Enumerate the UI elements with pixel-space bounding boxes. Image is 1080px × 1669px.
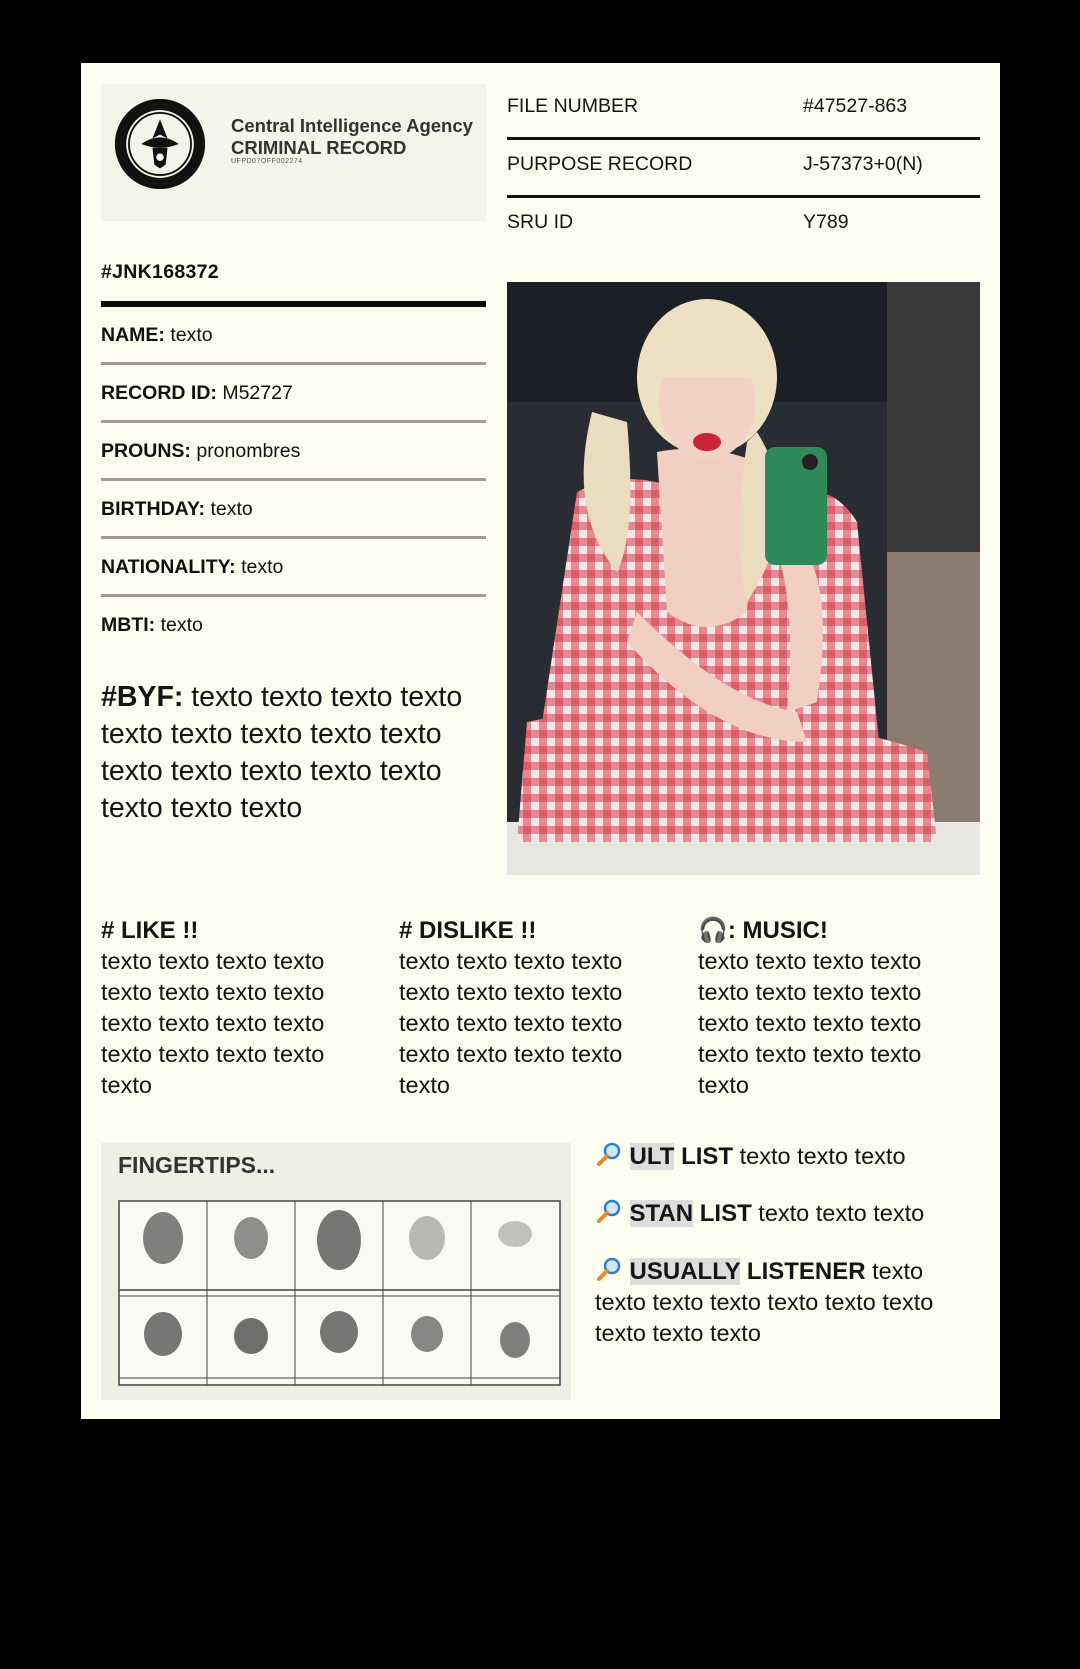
fingerprint-mark — [500, 1322, 530, 1358]
music-column — [698, 915, 968, 1101]
dislike-column — [399, 915, 669, 1101]
music-text: texto texto texto texto texto texto texto texto texto texto texto texto texto texto texto texto texto — [698, 948, 922, 1098]
listener-title: LISTENER — [740, 1258, 866, 1285]
field-label: NATIONALITY: — [101, 556, 236, 578]
ult-list — [595, 1141, 980, 1172]
file-value: Y789 — [803, 211, 849, 233]
record-type: CRIMINAL RECORD — [231, 137, 407, 158]
fingerprint-mark — [143, 1212, 183, 1264]
fingerprints-title: FINGERTIPS... — [118, 1152, 276, 1178]
portrait-illustration — [507, 282, 980, 875]
fingerprint-mark — [144, 1312, 182, 1356]
magnifying-glass-icon — [595, 1256, 623, 1282]
field-label: RECORD ID: — [101, 382, 217, 404]
like-title: # LIKE !! — [101, 917, 199, 944]
record-field — [101, 597, 486, 653]
file-value: J-57373+0(N) — [803, 153, 923, 175]
dislike-title: # DISLIKE !! — [399, 917, 537, 944]
field-value: M52727 — [222, 382, 293, 404]
file-value: #47527-863 — [803, 95, 908, 117]
listener-list — [595, 1256, 980, 1349]
agency-name: Central Intelligence Agency — [231, 115, 473, 136]
fingerprint-grid — [118, 1200, 561, 1386]
field-value: texto — [241, 556, 284, 578]
file-row — [507, 77, 980, 135]
stan-text: texto texto texto — [758, 1200, 925, 1226]
file-row — [507, 193, 980, 251]
file-label: PURPOSE RECORD — [507, 153, 693, 175]
stan-highlight: STAN — [629, 1200, 694, 1227]
field-label: PROUNS: — [101, 440, 191, 462]
magnifying-glass-icon — [595, 1198, 623, 1224]
magnifying-glass-icon — [595, 1141, 623, 1167]
fingerprints-panel — [101, 1143, 571, 1400]
stan-title: LIST — [693, 1200, 752, 1227]
record-tag: #JNK168372 — [101, 261, 219, 283]
fingerprint-mark — [234, 1217, 268, 1259]
field-label: MBTI: — [101, 614, 156, 636]
stan-list — [595, 1198, 980, 1229]
cia-seal-icon — [113, 93, 207, 195]
byf-text: texto texto texto texto texto texto texto texto texto texto texto texto texto texto texto texto texto — [101, 681, 463, 824]
record-field — [101, 365, 486, 421]
field-value: texto — [170, 324, 213, 346]
file-label: SRU ID — [507, 211, 574, 233]
fingerprint-mark — [409, 1216, 445, 1260]
record-field — [101, 423, 486, 479]
field-label: NAME: — [101, 324, 165, 346]
ult-highlight: ULT — [629, 1143, 675, 1170]
fingerprint-mark — [317, 1210, 361, 1270]
byf-paragraph — [101, 679, 496, 827]
record-card — [81, 63, 1000, 1419]
profile-photo — [507, 282, 980, 875]
file-row — [507, 135, 980, 193]
field-value: texto — [210, 498, 253, 520]
record-field — [101, 481, 486, 537]
ult-title: LIST — [674, 1143, 734, 1170]
agency-header — [101, 84, 486, 221]
music-title: 🎧: MUSIC! — [698, 917, 828, 944]
fingerprint-mark — [234, 1318, 268, 1354]
byf-label: #BYF: — [101, 681, 184, 713]
listener-highlight: USUALLY — [629, 1258, 741, 1285]
like-column — [101, 915, 371, 1101]
listener-text: texto texto texto texto texto texto texto texto texto texto — [595, 1258, 934, 1346]
agency-code: UFPD07OFF002274 — [231, 158, 303, 165]
field-value: texto — [160, 614, 203, 636]
fingerprint-mark — [411, 1316, 443, 1352]
file-label: FILE NUMBER — [507, 95, 639, 117]
fingerprint-mark — [498, 1221, 532, 1247]
field-label: BIRTHDAY: — [101, 498, 206, 520]
dislike-text: texto texto texto texto texto texto texto texto texto texto texto texto texto texto texto texto texto — [399, 948, 623, 1098]
field-value: pronombres — [196, 440, 301, 462]
fingerprint-mark — [320, 1311, 358, 1353]
record-field — [101, 539, 486, 595]
record-field — [101, 307, 486, 363]
like-text: texto texto texto texto texto texto texto texto texto texto texto texto texto texto texto texto texto — [101, 948, 325, 1098]
ult-text: texto texto texto — [739, 1143, 906, 1169]
